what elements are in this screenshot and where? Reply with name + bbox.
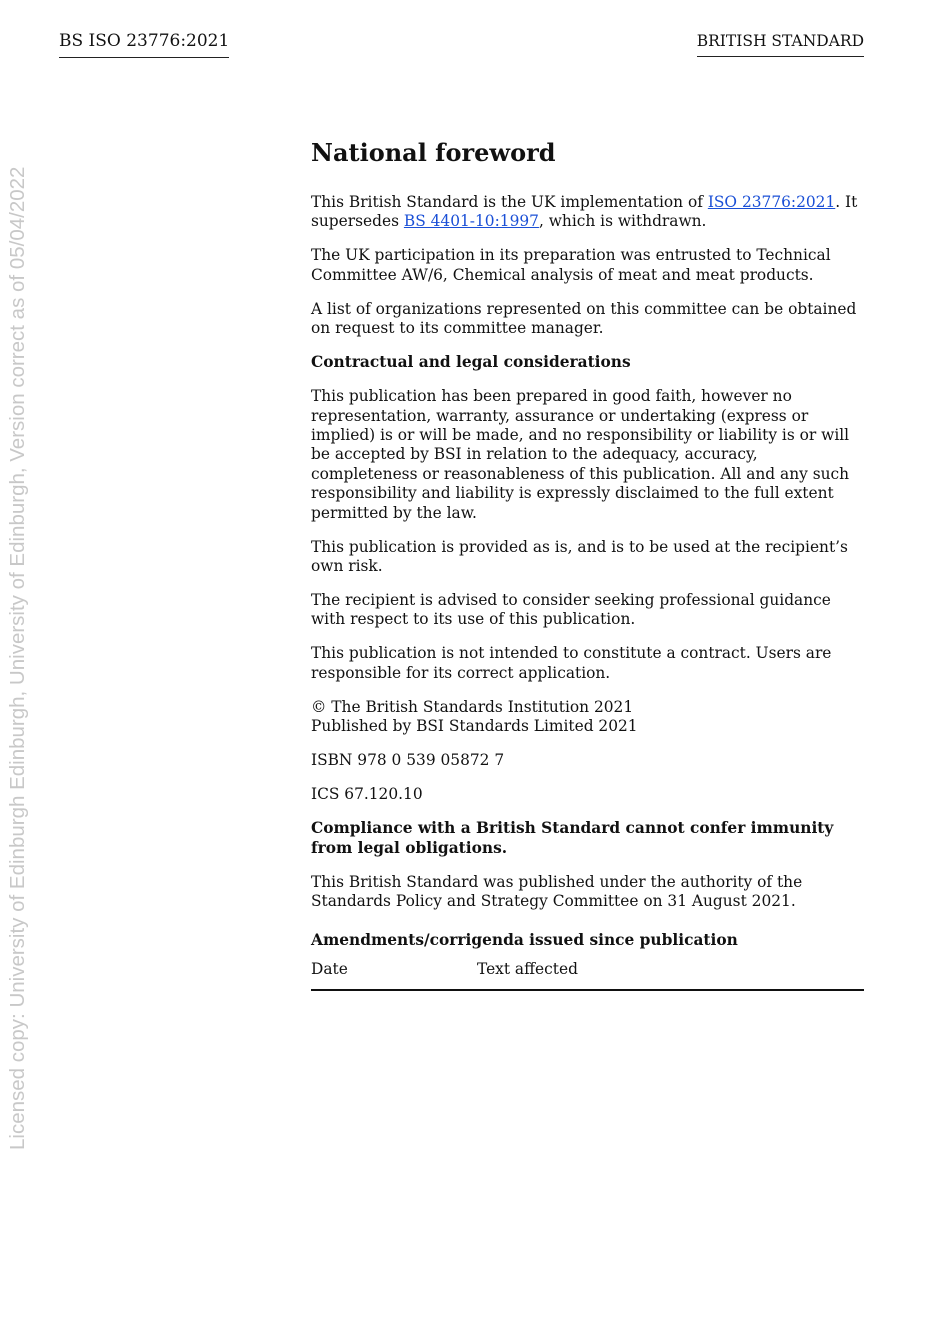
intro-paragraph	[311, 193, 864, 232]
superseded-standard-link[interactable]: BS 4401-10:1997	[403, 212, 539, 231]
ics: ICS 67.120.10	[311, 785, 423, 804]
text-affected-column-header: Text affected	[477, 959, 578, 978]
compliance-statement: Compliance with a British Standard cannot confer immunity from legal obligations.	[311, 819, 834, 857]
document-id: BS ISO 23776:2021	[59, 31, 229, 58]
organizations-paragraph: A list of organizations represented on this committee can be obtained on request to its committee manager.	[311, 299, 857, 338]
isbn: ISBN 978 0 539 05872 7	[311, 751, 505, 770]
intro-text-2: . It supersedes	[311, 193, 858, 231]
publisher-line: Published by BSI Standards Limited 2021	[311, 717, 638, 736]
amendments-title: Amendments/corrigenda issued since publication	[311, 930, 738, 949]
participation-paragraph: The UK participation in its preparation was entrusted to Technical Committee AW/6, Chemical analysis of meat and meat products.	[311, 246, 831, 284]
not-contract-paragraph: This publication is not intended to constitute a contract. Users are responsible for its correct application.	[311, 644, 832, 682]
as-is-paragraph: This publication is provided as is, and is to be used at the recipient’s own risk.	[311, 537, 848, 576]
copyright-block	[311, 698, 864, 737]
intro-text-1: This British Standard is the UK implementation of	[311, 193, 708, 211]
copyright-line: © The British Standards Institution 2021	[311, 697, 634, 716]
intro-text-3: , which is withdrawn.	[538, 212, 707, 231]
license-watermark: Licensed copy: University of Edinburgh Edinburgh, University of Edinburgh, Version correct as of 05/04/2022	[6, 166, 29, 1150]
date-column-header: Date	[311, 959, 348, 978]
good-faith-paragraph: This publication has been prepared in good faith, however no representation, warranty, assurance or undertaking (express or implied) is or will be made, and no responsibility or liability is or will be accepted by BSI in relation to the adequacy, accuracy, completeness or reasonableness of this publication. All and any such responsibility and liability is expressly disclaimed to the full extent permitted by the law.	[311, 387, 850, 522]
authority-paragraph: This British Standard was published under the authority of the Standards Policy and Strategy Committee on 31 August 2021.	[311, 872, 803, 911]
document-type: BRITISH STANDARD	[697, 32, 864, 57]
amendments-table-header	[311, 960, 864, 991]
contractual-heading: Contractual and legal considerations	[311, 353, 631, 372]
advice-paragraph: The recipient is advised to consider seeking professional guidance with respect to its use of this publication.	[311, 591, 831, 629]
national-foreword	[311, 138, 864, 991]
iso-standard-link[interactable]: ISO 23776:2021	[707, 193, 836, 211]
page-title: National foreword	[311, 138, 556, 167]
